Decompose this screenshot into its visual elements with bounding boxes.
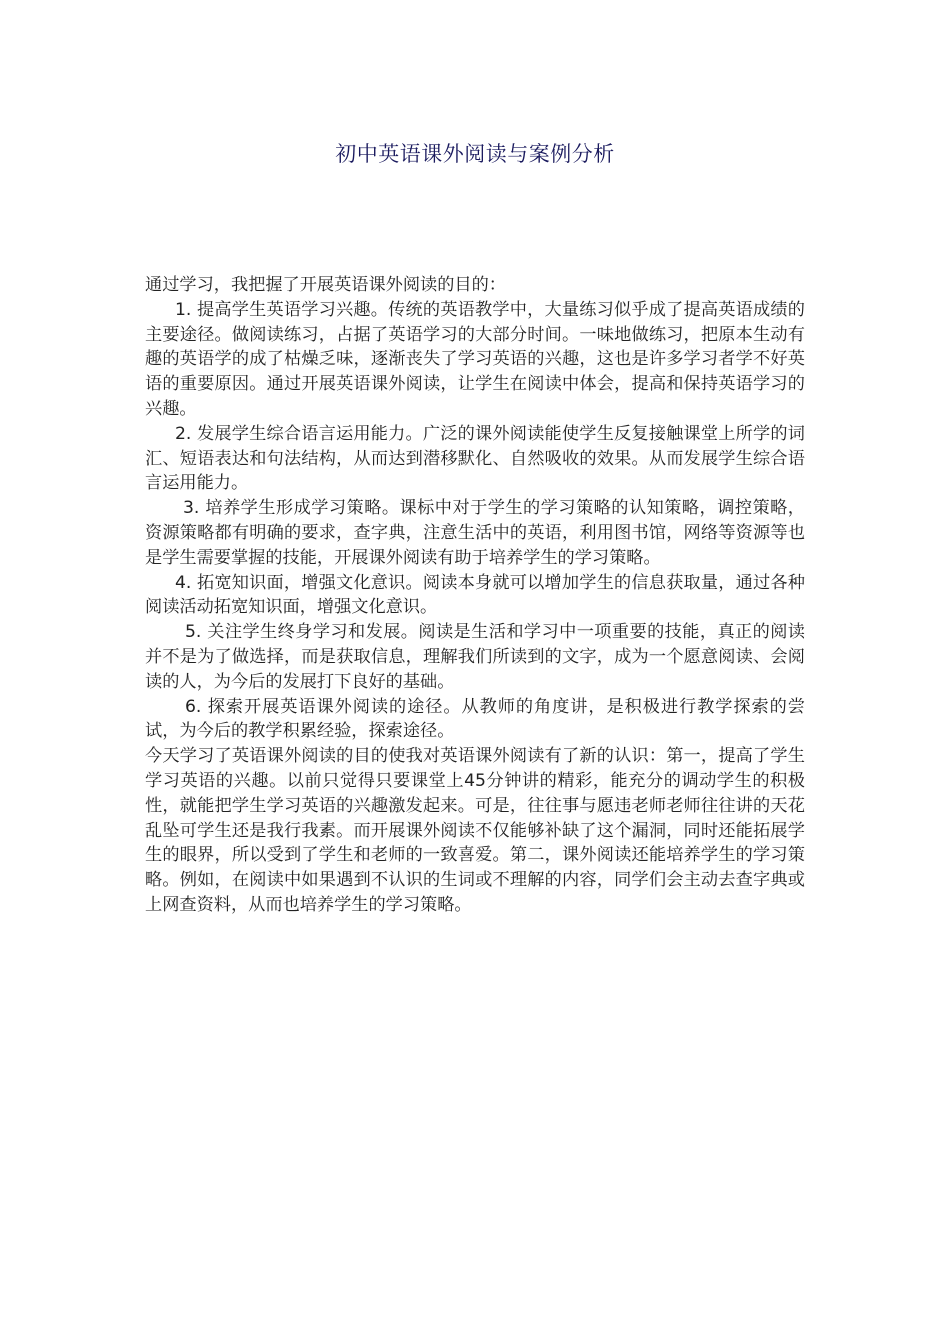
list-item	[145, 422, 805, 496]
list-item-text: 提高学生英语学习兴趣。传统的英语教学中，大量练习似乎成了提高英语成绩的主要途径。做阅读练习，占据了英语学习的大部分时间。一味地做练习，把原本生动有趣的英语学的成了枯燥乏味，逐渐丧失了学习英语的兴趣，这也是许多学习者学不好英语的重要原因。通过开展英语课外阅读，让学生在阅读中体会，提高和保持英语学习的兴趣。	[145, 299, 805, 419]
conclusion-text-start: 今天学习了英语课外阅读的目的使我对英语课外阅读有了新的认识：第一，提高了学生学习英语的兴趣。以前只觉得只要课堂上	[145, 746, 805, 791]
list-item-text: 拓宽知识面，增强文化意识。阅读本身就可以增加学生的信息获取量，通过各种阅读活动拓宽知识面，增强文化意识。	[145, 572, 805, 618]
list-item	[145, 298, 805, 422]
list-item	[145, 496, 805, 570]
list-item-number: 6.	[185, 696, 202, 717]
list-item-number: 1.	[175, 299, 192, 320]
list-item-text: 培养学生形成学习策略。课标中对于学生的学习策略的认知策略，调控策略，资源策略都有明确的要求，查字典，注意生活中的英语，利用图书馆，网络等资源等也是学生需要掌握的技能，开展课外阅读有助于培养学生的学习策略。	[145, 498, 805, 568]
list-item-number: 2.	[175, 423, 192, 444]
conclusion-paragraph	[145, 744, 805, 918]
document-body	[145, 273, 805, 918]
list-item-text: 关注学生终身学习和发展。阅读是生活和学习中一项重要的技能，真正的阅读并不是为了做选择，而是获取信息，理解我们所读到的文字，成为一个愿意阅读、会阅读的人，为今后的发展打下良好的基础。	[145, 622, 805, 692]
list-item-number: 4.	[175, 572, 192, 593]
list-item-number: 3.	[183, 498, 200, 519]
conclusion-text-end: 分钟讲的精彩，能充分的调动学生的积极性，就能把学生学习英语的兴趣激发起来。可是，往往事与愿违老师老师往往讲的天花乱坠可学生还是我行我素。而开展课外阅读不仅能够补缺了这个漏洞，同时还能拓展学生的眼界，所以受到了学生和老师的一致喜爱。第二，课外阅读还能培养学生的学习策略。例如，在阅读中如果遇到不认识的生词或不理解的内容，同学们会主动去查字典或上网查资料，从而也培养学生的学习策略。	[145, 770, 805, 915]
intro-paragraph: 通过学习，我把握了开展英语课外阅读的目的：	[145, 275, 506, 295]
list-item	[145, 620, 805, 694]
list-item	[145, 695, 805, 745]
list-item-text: 发展学生综合语言运用能力。广泛的课外阅读能使学生反复接触课堂上所学的词汇、短语表达和句法结构，从而达到潜移默化、自然吸收的效果。从而发展学生综合语言运用能力。	[145, 423, 805, 494]
list-item	[145, 571, 805, 621]
conclusion-minutes-number: 45	[464, 770, 486, 791]
list-item-text: 探索开展英语课外阅读的途径。从教师的角度讲，是积极进行教学探索的尝试，为今后的教学积累经验，探索途径。	[145, 696, 805, 742]
document-title: 初中英语课外阅读与案例分析	[335, 142, 615, 166]
list-item-number: 5.	[185, 622, 202, 643]
